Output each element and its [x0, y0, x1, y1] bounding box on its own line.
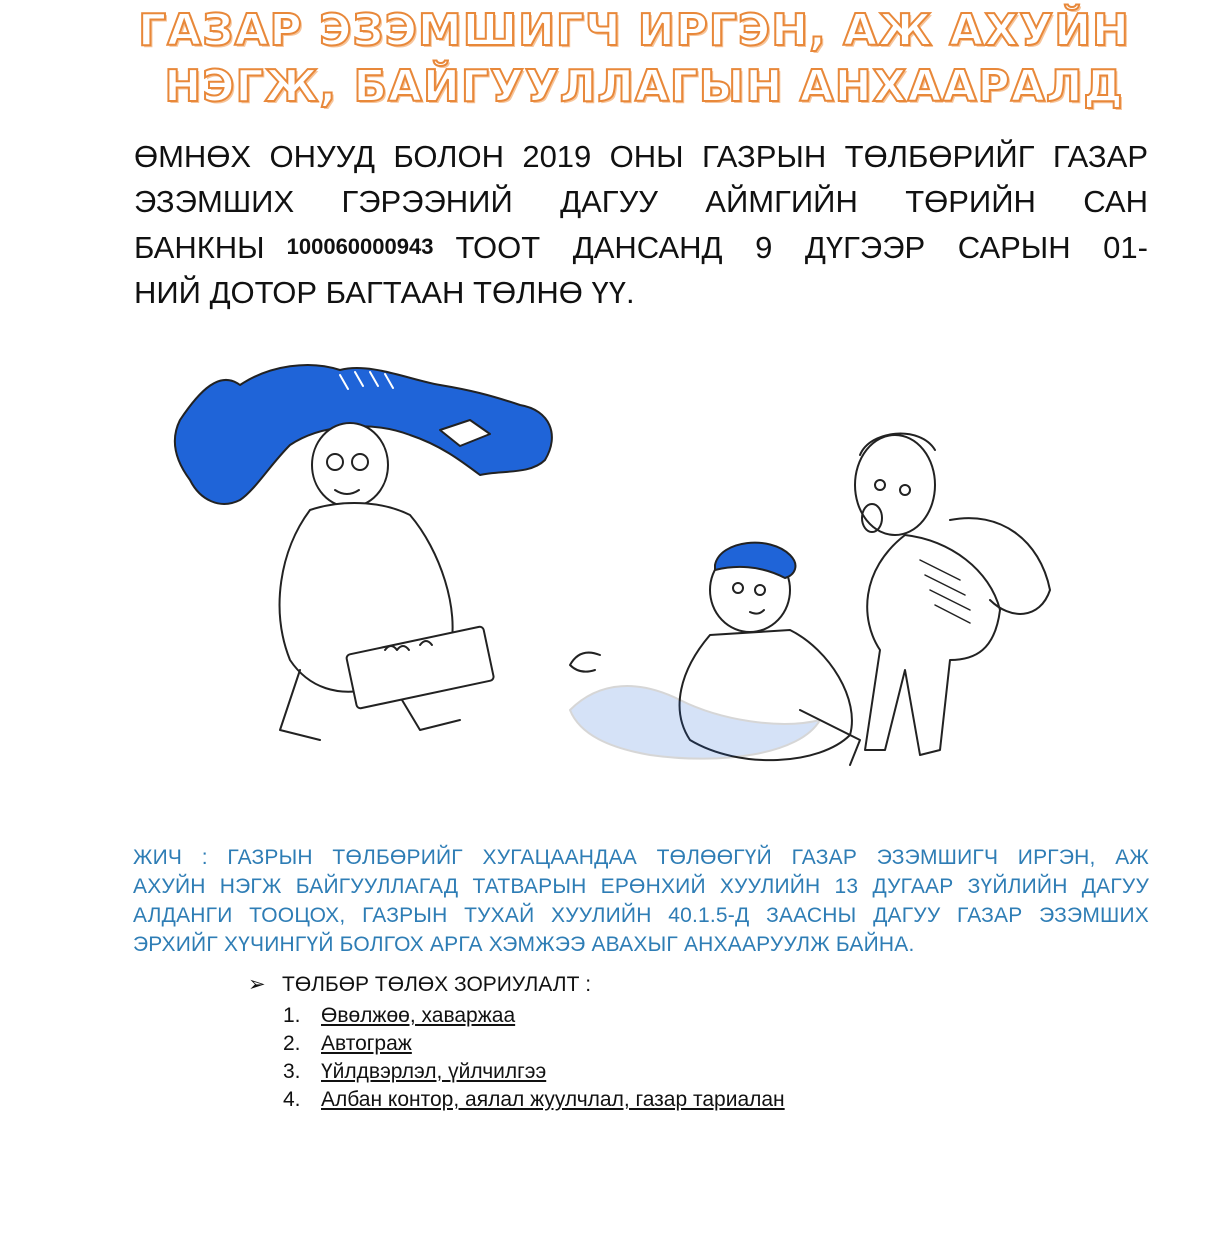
title-line-2: НЭГЖ, БАЙГУУЛЛАГЫН АНХААРАЛД — [164, 61, 1124, 112]
list-item — [283, 1058, 785, 1086]
notice-bank-label: БАНКНЫ — [134, 230, 265, 265]
notice-line-4: НИЙ ДОТОР БАГТААН ТӨЛНӨ ҮҮ. — [134, 275, 635, 310]
list-item — [283, 1030, 785, 1058]
list-item-number: 2. — [283, 1032, 301, 1055]
title-line-1: ГАЗАР ЭЗЭМШИГЧ ИРГЭН, АЖ АХУЙН — [138, 5, 1130, 56]
account-number: 100060000943 — [286, 234, 434, 259]
note-line-4: ЭРХИЙГ ХҮЧИНГҮЙ БОЛГОХ АРГА ХЭМЖЭЭ АВАХЫГ АНХААРУУЛЖ БАЙНА. — [133, 933, 915, 956]
warning-note — [133, 843, 1149, 959]
standing-man-body-icon — [865, 535, 1000, 755]
cartoon-illustration — [160, 350, 1060, 780]
purpose-heading-text: ТӨЛБӨР ТӨЛӨХ ЗОРИУЛАЛТ : — [282, 973, 592, 996]
notice-line-1: ӨМНӨХ ОНУУД БОЛОН 2019 ОНЫ ГАЗРЫН ТӨЛБӨРИЙГ ГАЗАР — [134, 139, 1148, 174]
list-item — [283, 1086, 785, 1114]
list-item-text: Өвөлжөө, хаваржаа — [321, 1004, 516, 1027]
list-item-text: Автограж — [321, 1032, 412, 1055]
note-line-2: АХУЙН НЭГЖ БАЙГУУЛЛАГАД ТАТВАРЫН ЕРӨНХИЙ ХУУЛИЙН 13 ДУГААР ЗҮЙЛИЙН ДАГУУ — [133, 875, 1149, 898]
standing-man-head-icon — [855, 435, 935, 535]
arrow-bullet-icon: ➢ — [248, 973, 266, 996]
notice-line-3-tail: ТООТ ДАНСАНД 9 ДҮГЭЭР САРЫН 01- — [455, 230, 1148, 265]
list-item-number: 3. — [283, 1060, 301, 1083]
list-item — [283, 1002, 785, 1030]
list-item-number: 1. — [283, 1004, 301, 1027]
note-line-1: ЖИЧ : ГАЗРЫН ТӨЛБӨРИЙГ ХУГАЦААНДАА ТӨЛӨӨГҮЙ ГАЗАР ЭЗЭМШИГЧ ИРГЭН, АЖ — [133, 846, 1149, 869]
list-item-number: 4. — [283, 1088, 301, 1111]
list-item-text: Албан контор, аялал жуулчлал, газар тариалан — [321, 1088, 785, 1111]
purpose-list — [283, 1002, 785, 1114]
purpose-heading — [248, 972, 591, 997]
payment-notice — [134, 134, 1148, 315]
note-line-3: АЛДАНГИ ТООЦОХ, ГАЗРЫН ТУХАЙ ХУУЛИЙН 40.1.5-Д ЗААСНЫ ДАГУУ ГАЗАР ЭЗЭМШИХ — [133, 904, 1149, 927]
notice-line-2: ЭЗЭМШИХ ГЭРЭЭНИЙ ДАГУУ АЙМГИЙН ТӨРИЙН САН — [134, 184, 1148, 219]
list-item-text: Үйлдвэрлэл, үйлчилгээ — [321, 1060, 547, 1083]
notice-line-3 — [134, 224, 1148, 270]
